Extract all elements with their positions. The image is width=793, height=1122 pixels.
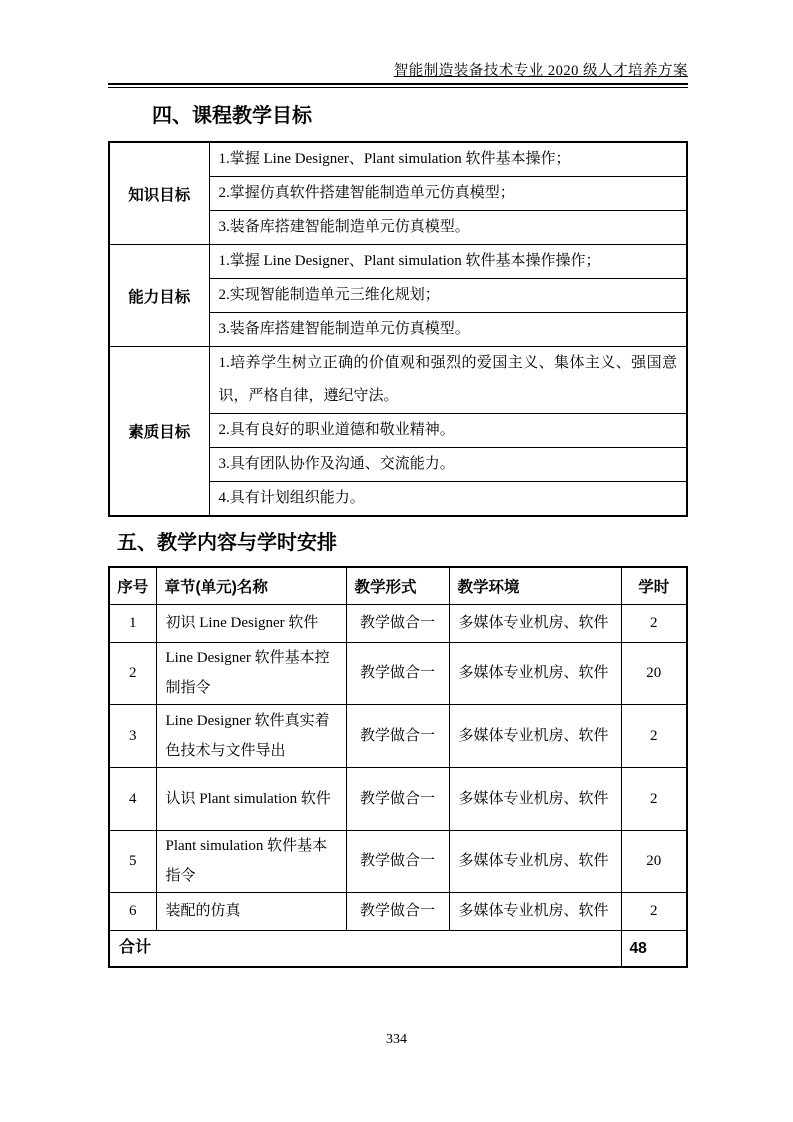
table-row: [109, 642, 687, 704]
objective-item: 4.具有计划组织能力。: [209, 482, 687, 517]
page-number: 334: [386, 1032, 407, 1047]
table-row: [109, 142, 687, 177]
objective-category-quality: 素质目标: [109, 347, 209, 517]
cell-environment: 多媒体专业机房、软件: [449, 892, 621, 930]
cell-environment: 多媒体专业机房、软件: [449, 604, 621, 642]
table-row: [109, 245, 687, 279]
objective-item: 1.培养学生树立正确的价值观和强烈的爱国主义、集体主义、强国意识，严格自律，遵纪守法。: [209, 347, 687, 414]
cell-index: 1: [109, 604, 156, 642]
cell-index: 3: [109, 704, 156, 767]
total-hours: 48: [621, 930, 687, 967]
objective-category-ability: 能力目标: [109, 245, 209, 347]
objective-item: 1.掌握 Line Designer、Plant simulation 软件基本操作操作；: [209, 245, 687, 279]
table-row: [109, 704, 687, 767]
cell-index: 6: [109, 892, 156, 930]
objective-item: 3.装备库搭建智能制造单元仿真模型。: [209, 211, 687, 245]
column-header-environment: 教学环境: [449, 567, 621, 604]
objective-item: 2.实现智能制造单元三维化规划；: [209, 279, 687, 313]
table-row: [109, 892, 687, 930]
objective-item: 3.具有团队协作及沟通、交流能力。: [209, 448, 687, 482]
table-header-row: [109, 567, 687, 604]
cell-environment: 多媒体专业机房、软件: [449, 704, 621, 767]
objectives-table: [108, 141, 688, 517]
cell-unit-name: 初识 Line Designer 软件: [156, 604, 346, 642]
table-total-row: [109, 930, 687, 967]
cell-hours: 2: [621, 604, 687, 642]
teaching-plan-table: [108, 566, 688, 968]
cell-form: 教学做合一: [346, 892, 449, 930]
cell-unit-name: Line Designer 软件基本控制指令: [156, 642, 346, 704]
section-5-heading: 五、教学内容与学时安排: [117, 532, 337, 554]
column-header-index: 序号: [109, 567, 156, 604]
cell-unit-name: 装配的仿真: [156, 892, 346, 930]
header-title: 智能制造装备技术专业 2020 级人才培养方案: [393, 63, 688, 79]
page-header: [108, 62, 688, 88]
cell-hours: 2: [621, 704, 687, 767]
cell-environment: 多媒体专业机房、软件: [449, 830, 621, 892]
cell-hours: 2: [621, 767, 687, 830]
cell-hours: 20: [621, 830, 687, 892]
total-label: 合计: [109, 930, 621, 967]
cell-index: 5: [109, 830, 156, 892]
objective-item: 1.掌握 Line Designer、Plant simulation 软件基本操作；: [209, 142, 687, 177]
cell-form: 教学做合一: [346, 704, 449, 767]
cell-index: 4: [109, 767, 156, 830]
table-row: [109, 347, 687, 414]
table-row: [109, 767, 687, 830]
cell-index: 2: [109, 642, 156, 704]
page-content: [108, 62, 688, 968]
column-header-hours: 学时: [621, 567, 687, 604]
header-rule-thick: [108, 83, 688, 85]
objective-item: 2.具有良好的职业道德和敬业精神。: [209, 414, 687, 448]
column-header-unit-name: 章节(单元)名称: [156, 567, 346, 604]
section-4-heading: 四、课程教学目标: [152, 105, 312, 127]
objective-item: 3.装备库搭建智能制造单元仿真模型。: [209, 313, 687, 347]
cell-unit-name: Plant simulation 软件基本指令: [156, 830, 346, 892]
header-rule-thin: [108, 87, 688, 88]
cell-form: 教学做合一: [346, 604, 449, 642]
cell-unit-name: 认识 Plant simulation 软件: [156, 767, 346, 830]
objective-category-knowledge: 知识目标: [109, 142, 209, 245]
cell-form: 教学做合一: [346, 642, 449, 704]
cell-hours: 2: [621, 892, 687, 930]
table-row: [109, 830, 687, 892]
cell-form: 教学做合一: [346, 830, 449, 892]
table-row: [109, 604, 687, 642]
cell-form: 教学做合一: [346, 767, 449, 830]
cell-hours: 20: [621, 642, 687, 704]
column-header-form: 教学形式: [346, 567, 449, 604]
cell-environment: 多媒体专业机房、软件: [449, 767, 621, 830]
cell-unit-name: Line Designer 软件真实着色技术与文件导出: [156, 704, 346, 767]
objective-item: 2.掌握仿真软件搭建智能制造单元仿真模型；: [209, 177, 687, 211]
cell-environment: 多媒体专业机房、软件: [449, 642, 621, 704]
